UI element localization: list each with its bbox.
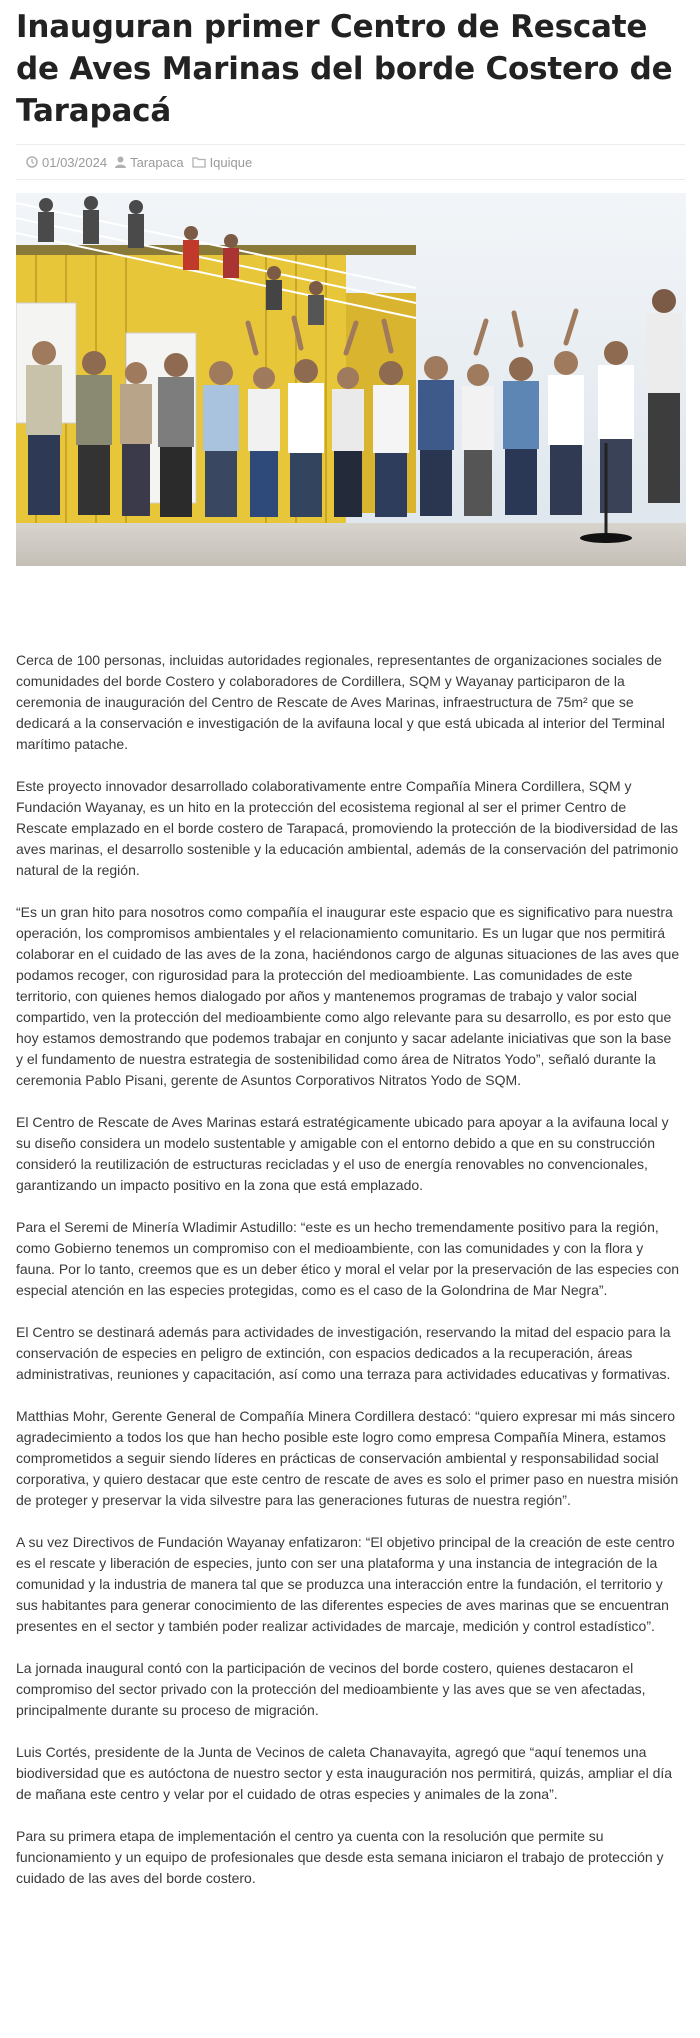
paragraph: Cerca de 100 personas, incluidas autoridades regionales, representantes de organizaciones sociales de comunidades del borde Costero y colaboradores de Cordillera, SQM y Wayanay participaron de la ceremonia de inauguración del Centro de Rescate de Aves Marinas, infraestructura de 75m² que se dedicará a la conservación e investigación de la avifauna local y que está ubicada al interior del Terminal marítimo patache.: [16, 652, 665, 752]
clock-icon: [26, 156, 38, 168]
paragraph: Matthias Mohr, Gerente General de Compañía Minera Cordillera destacó: “quiero expresar mi más sincero agradecimiento a todos los que han hecho posible este logro como empresa Compañía Minera, estamos comprometidos a seguir siendo líderes en prácticas de conservación ambiental y responsabilidad social corporativa, y quiero destacar que este centro de rescate de aves es solo el primer paso en nuestra misión de proteger y preservar la vida silvestre para las generaciones futuras de nuestra región”.: [16, 1408, 679, 1508]
user-icon: [115, 156, 126, 168]
meta-category-link[interactable]: [192, 155, 253, 170]
paragraph: El Centro de Rescate de Aves Marinas estará estratégicamente ubicado para apoyar a la avifauna local y su diseño considera un modelo sustentable y amigable con el entorno debido a que en su construcción consideró la reutilización de estructuras recicladas y el uso de energía renovables no convencionales, garantizando un impacto positivo en la zona que está emplazado.: [16, 1114, 669, 1193]
article-title: Inauguran primer Centro de Rescate de Aves Marinas del borde Costero de Tarapacá: [16, 9, 673, 129]
paragraph: “Es un gran hito para nosotros como compañía el inaugurar este espacio que es significativo para nuestra operación, los compromisos ambientales y el relacionamiento comunitario. Es un lugar que nos permitirá colaborar en el cuidado de las aves de la zona, haciéndonos cargo de algunas situaciones de las aves que podamos recoger, con rigurosidad para la protección del medioambiente. Las comunidades de este territorio, con quienes hemos dialogado por años y mantenemos programas de trabajo y valor social compartido, ven la protección del medioambiente como algo relevante para su desarrollo, es por esto que hoy estamos demostrando que podemos trabajar en conjunto y sacar adelante iniciativas que son la base y el fundamento de nuestra estrategia de sostenibilidad como área de Nitratos Yodo”, señaló durante la ceremonia Pablo Pisani, gerente de Asuntos Corporativos Nitratos Yodo de SQM.: [16, 904, 680, 1088]
paragraph: Para el Seremi de Minería Wladimir Astudillo: “este es un hecho tremendamente positivo para la región, como Gobierno tenemos un compromiso con el medioambiente, con las comunidades y con la flora y fauna. Por lo tanto, creemos que es un deber ético y moral el velar por la preservación de las especies con especial atención en las especies protegidas, como es el caso de la Golondrina de Mar Negra”.: [16, 1219, 680, 1298]
article-meta: [16, 144, 685, 180]
paragraph: Luis Cortés, presidente de la Junta de Vecinos de caleta Chanavayita, agregó que “aquí tenemos una biodiversidad que es autóctona de nuestro sector y esta inauguración nos permitirá, quizás, ampliar el día de mañana este centro y velar por el cuidado de otras especies y animales de la zona”.: [16, 1744, 673, 1802]
paragraph: Este proyecto innovador desarrollado colaborativamente entre Compañía Minera Cordillera, SQM y Fundación Wayanay, es un hito en la protección del ecosistema regional al ser el primer Centro de Rescate emplazado en el borde costero de Tarapacá, promoviendo la protección de la biodiversidad de las aves marinas, el desarrollo sostenible y la educación ambiental, además de la conservación del patrimonio natural de la región.: [16, 778, 679, 878]
paragraph: La jornada inaugural contó con la participación de vecinos del borde costero, quienes destacaron el compromiso del sector privado con la protección del medioambiente y las aves que se ven afectadas, principalmente durante su proceso de migración.: [16, 1660, 646, 1718]
paragraph: A su vez Directivos de Fundación Wayanay enfatizaron: “El objetivo principal de la creación de este centro es el rescate y liberación de especies, junto con ser una plataforma y una instancia de integración de la comunidad y la industria de manera tal que se produzca una interacción entre la fundación, el territorio y sus habitantes para generar conocimiento de las diferentes especies de aves marinas que se encuentran presentes en el sector y también poder realizar actividades de marcaje, medición y control estadístico”.: [16, 1534, 675, 1634]
meta-author-text: Tarapaca: [130, 154, 184, 170]
article-photo: [16, 193, 686, 566]
folder-icon: [192, 157, 206, 168]
meta-category-text: Iquique: [209, 154, 253, 170]
meta-date: [26, 155, 107, 170]
meta-author-link[interactable]: [115, 155, 183, 170]
paragraph: El Centro se destinará además para actividades de investigación, reservando la mitad del espacio para la conservación de especies en peligro de extinción, con espacios dedicados a la recuperación, áreas administrativas, reuniones y capacitación, así como una terraza para actividades educativas y formativas.: [16, 1324, 671, 1382]
article-body: [16, 650, 685, 1889]
inauguration-photo: [16, 193, 686, 566]
meta-date-text: 01/03/2024: [42, 154, 108, 170]
paragraph: Para su primera etapa de implementación el centro ya cuenta con la resolución que permite su funcionamiento y un equipo de profesionales que desde esta semana iniciaron el trabajo de protección y cuidado de las aves del borde costero.: [16, 1828, 664, 1886]
